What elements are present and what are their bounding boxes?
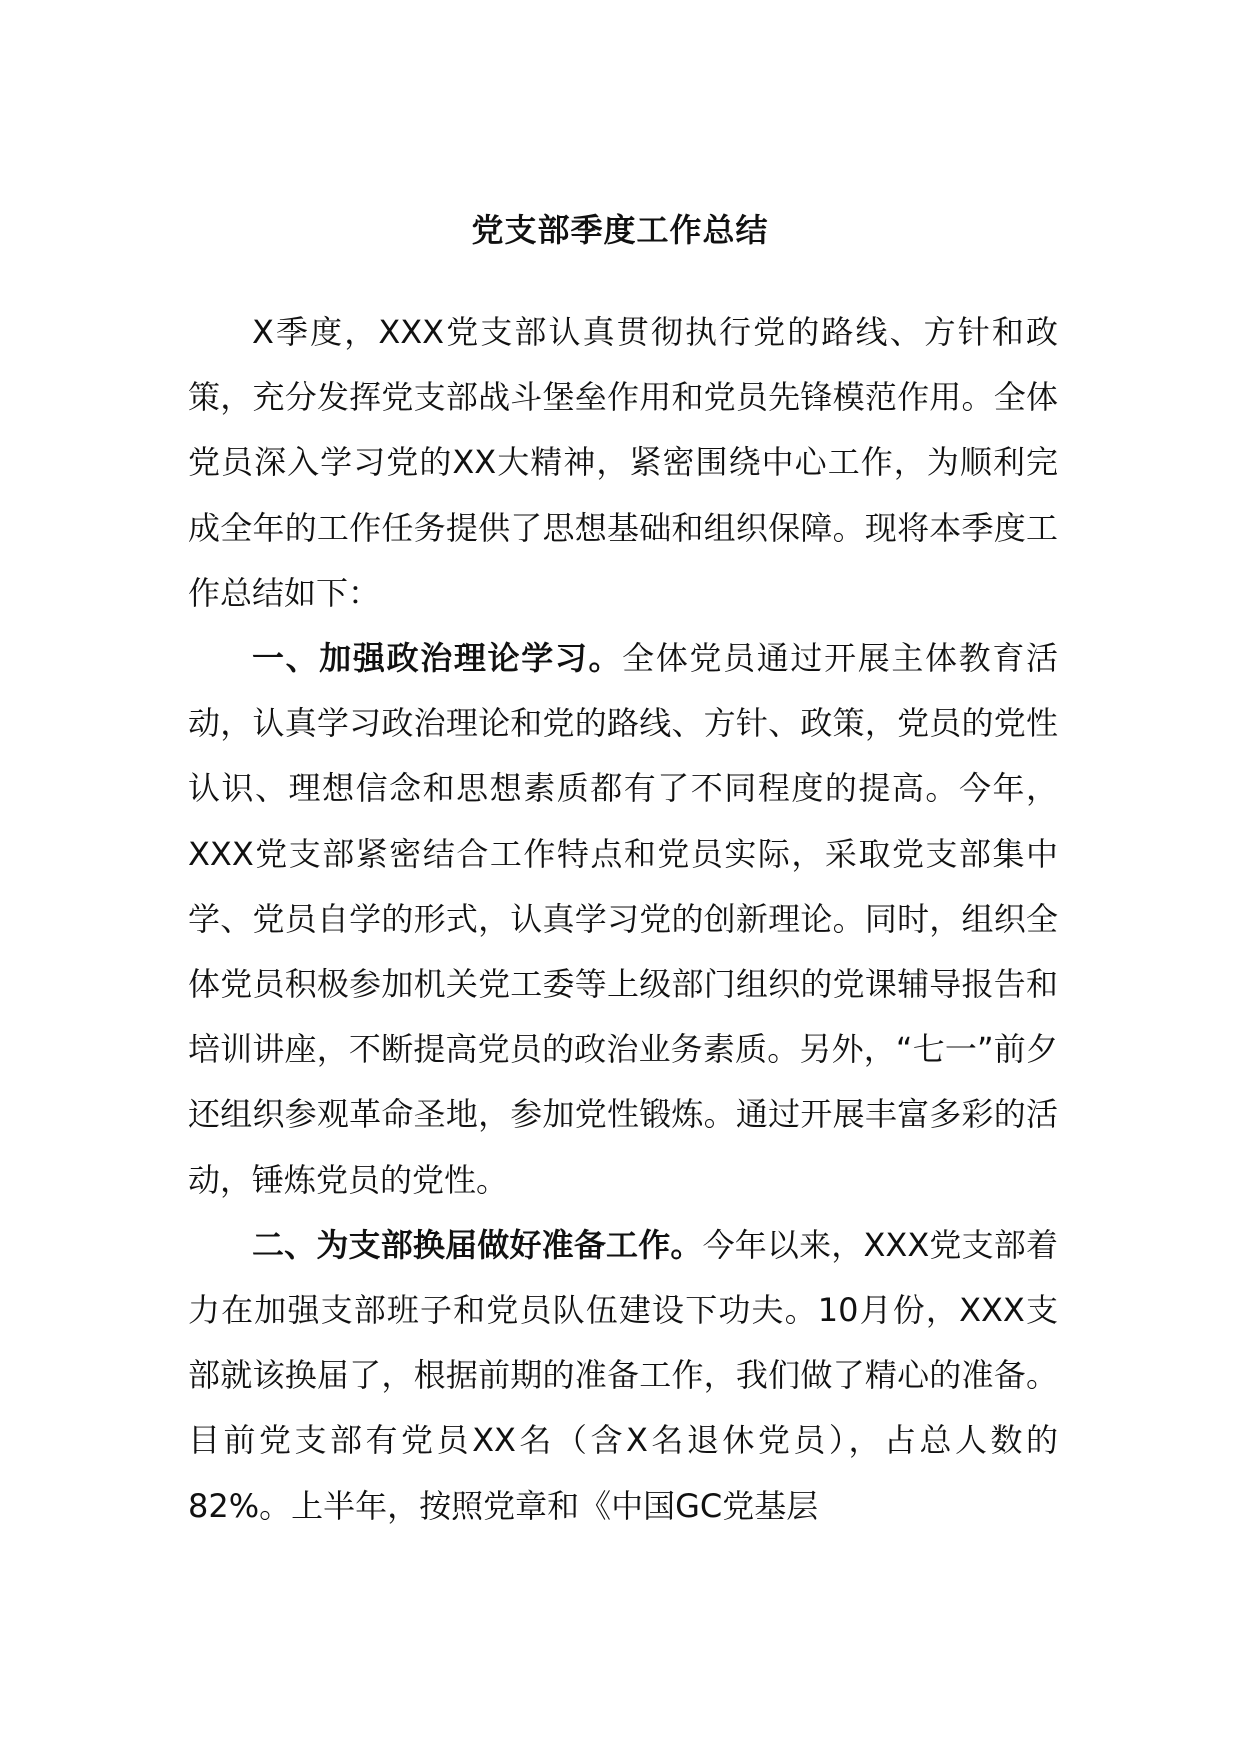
section-heading-1: 一、加强政治理论学习。 (252, 639, 623, 678)
paragraph-text: 今年以来，XXX党支部着力在加强支部班子和党员队伍建设下功夫。10月份，XXX支部就该换届了，根据前期的准备工作，我们做了精心的准备。目前党支部有党员XX名（含X名退休党员），占总人数的82%。上半年，按照党章和《中国GC党基层 (188, 1225, 1058, 1525)
section-paragraph-2 (188, 1213, 1058, 1539)
section-paragraph-1 (188, 626, 1058, 1213)
section-heading-2: 二、为支部换届做好准备工作。 (252, 1225, 703, 1264)
paragraph-text: 全体党员通过开展主体教育活动，认真学习政治理论和党的路线、方针、政策，党员的党性认识、理想信念和思想素质都有了不同程度的提高。今年，XXX党支部紧密结合工作特点和党员实际，采取党支部集中学、党员自学的形式，认真学习党的创新理论。同时，组织全体党员积极参加机关党工委等上级部门组织的党课辅导报告和培训讲座，不断提高党员的政治业务素质。另外，“七一”前夕还组织参观革命圣地，参加党性锻炼。通过开展丰富多彩的活动，锤炼党员的党性。 (188, 639, 1058, 1199)
document-title: 党支部季度工作总结 (471, 211, 769, 249)
document-body (188, 300, 1058, 1539)
paragraph-text: X季度，XXX党支部认真贯彻执行党的路线、方针和政策，充分发挥党支部战斗堡垒作用和党员先锋模范作用。全体党员深入学习党的XX大精神，紧密围绕中心工作，为顺利完成全年的工作任务提供了思想基础和组织保障。现将本季度工作总结如下： (188, 313, 1058, 612)
intro-paragraph (188, 300, 1058, 626)
